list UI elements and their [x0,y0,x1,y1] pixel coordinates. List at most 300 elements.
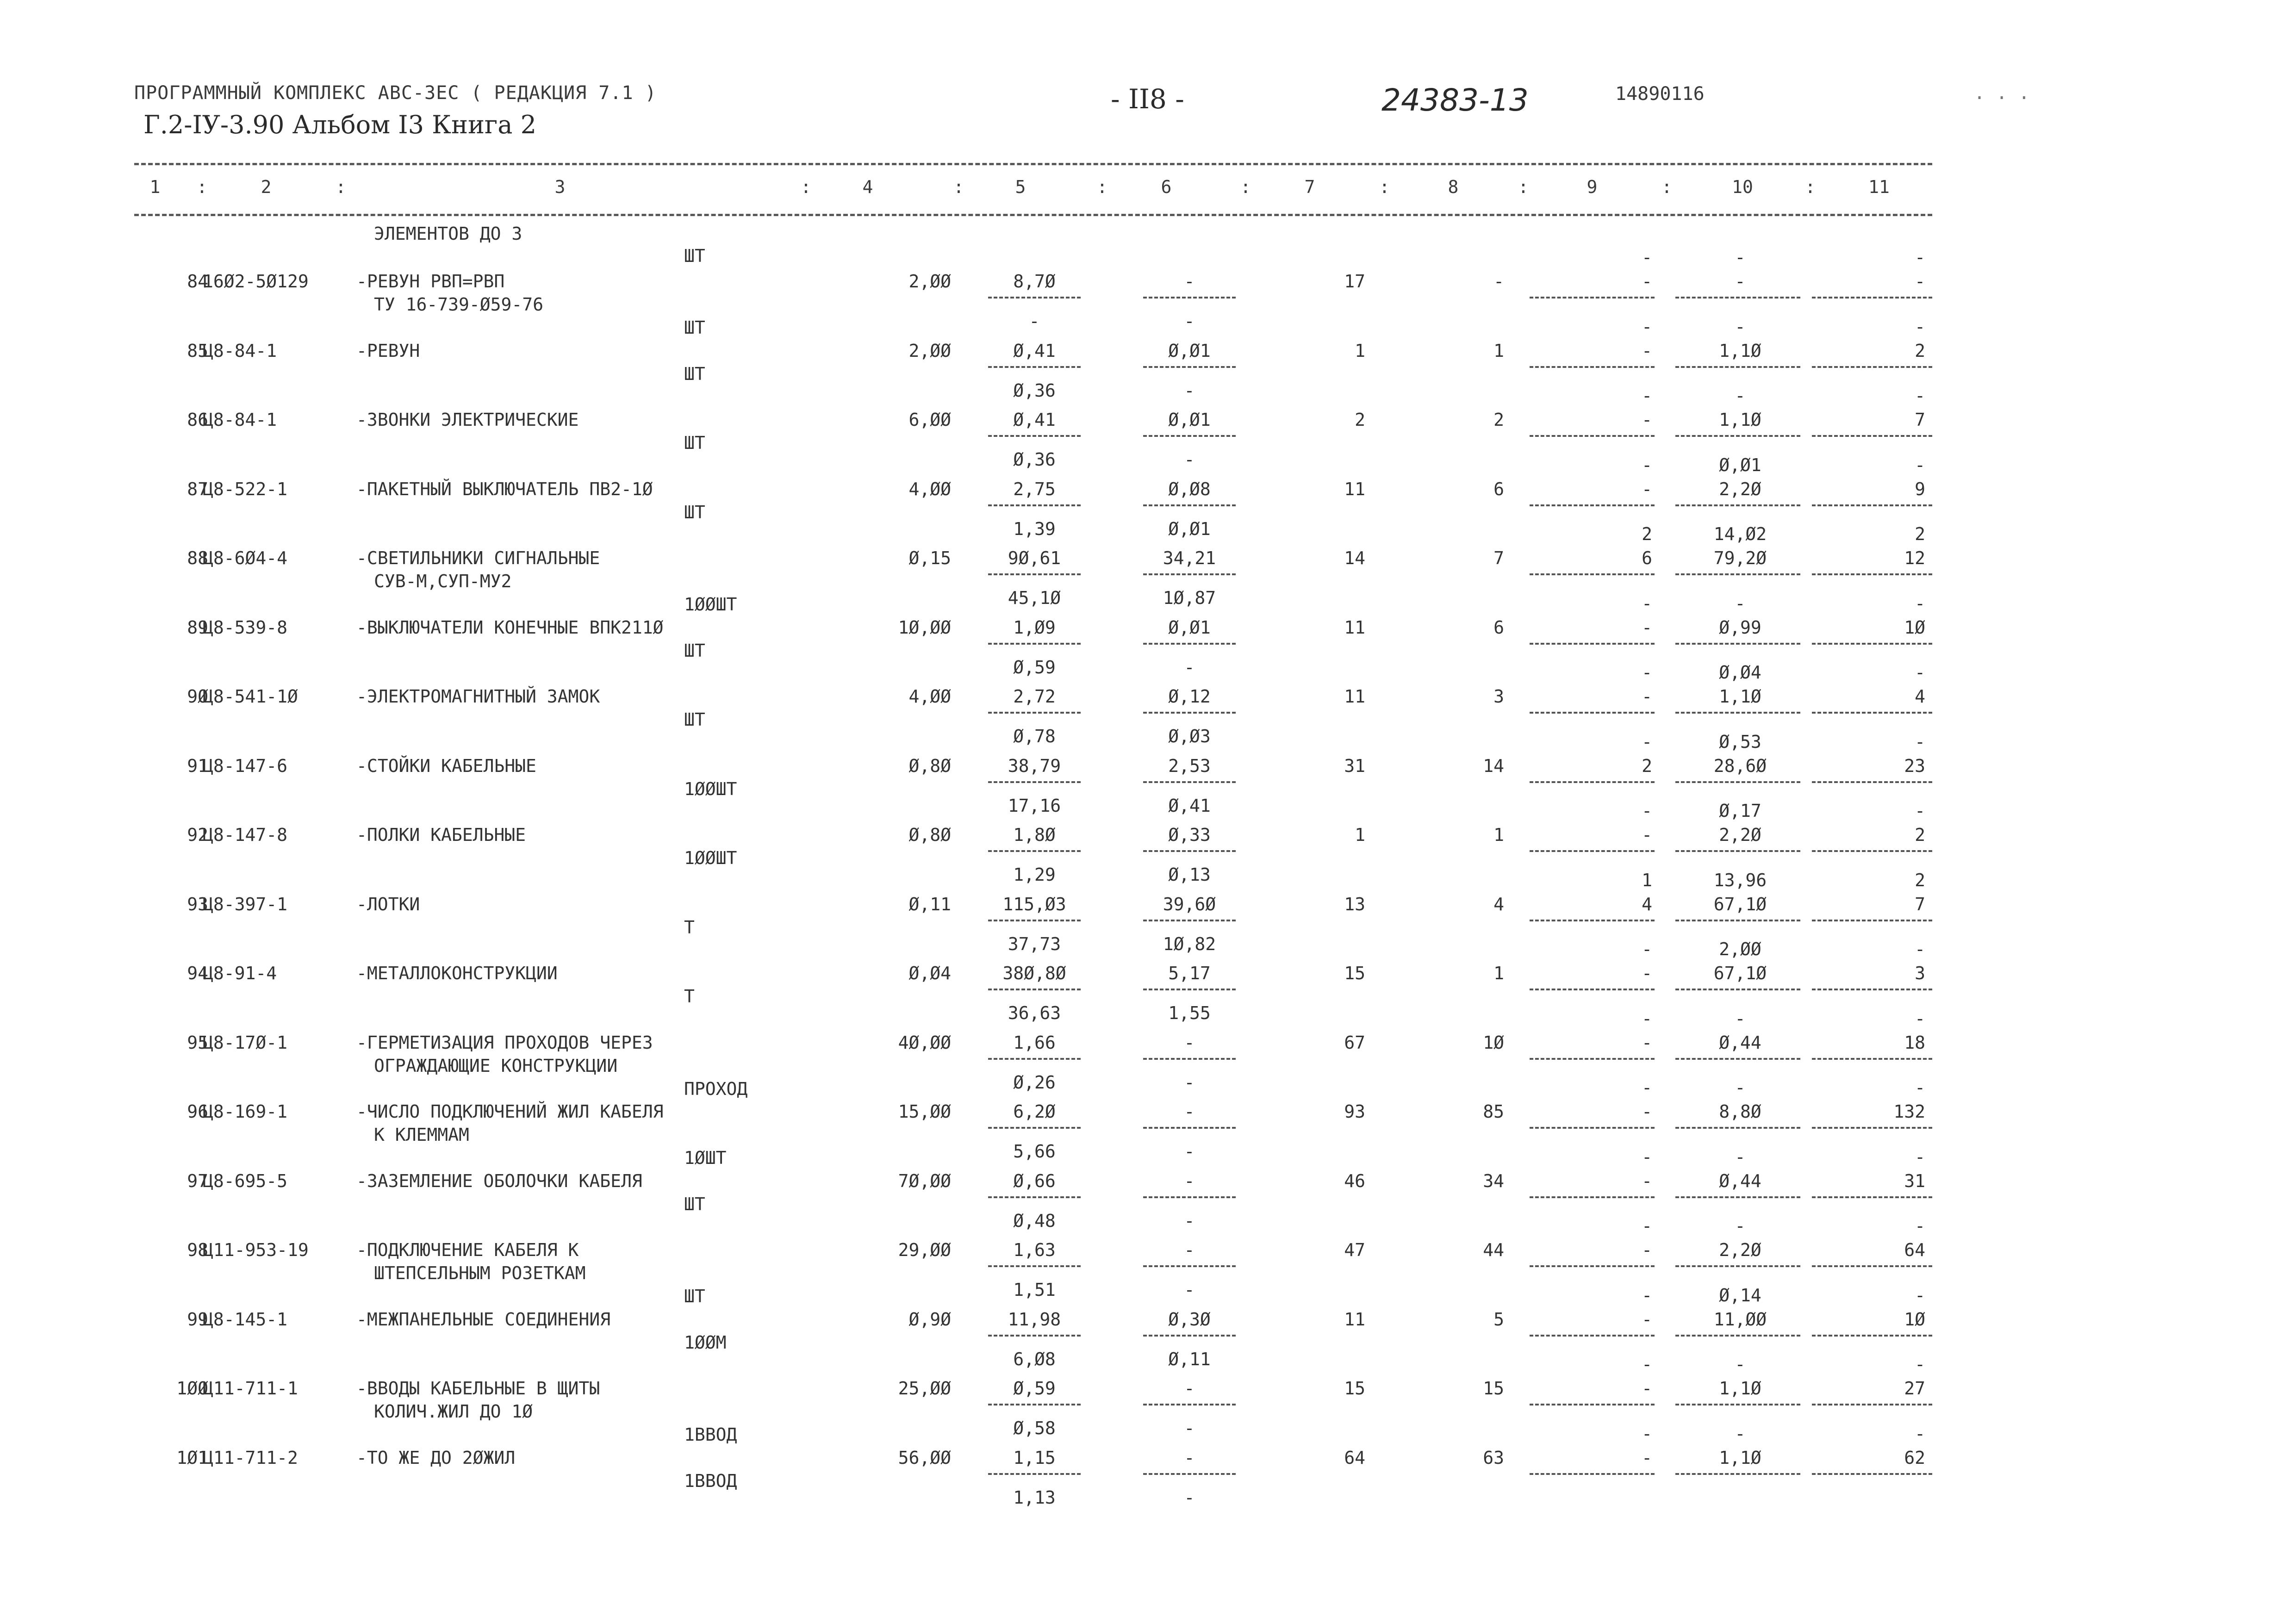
column-header-7: 7 [1304,177,1315,197]
unit-label: Т [684,986,695,1007]
labor-total-prev: - [1915,1424,1925,1444]
machine-total: - [1642,271,1652,292]
cell-underline [1143,1473,1236,1475]
column-header-10: 10 [1732,177,1753,197]
cell-underline [988,435,1081,437]
row-number: 1Ø1 [176,1448,208,1468]
machine-total-prev: - [1642,247,1652,267]
norm-code: Ц8-145-1 [203,1309,288,1330]
norm-code: Ц8-6Ø4-4 [203,548,288,568]
machine-total: - [1642,410,1652,430]
unit-cost-wage: 36,63 [1008,1003,1061,1023]
labor-cost: Ø,99 [1719,617,1761,638]
row-number: 92 [187,825,208,845]
cell-underline [1530,1196,1655,1198]
margin-dots: . . . [1974,82,2030,104]
labor-cost-prev: 2,ØØ [1719,939,1761,959]
item-name: -ВЫКЛЮЧАТЕЛИ КОНЕЧНЫЕ ВПК211Ø [356,617,664,638]
cell-underline [1143,643,1236,645]
total-cost: 1 [1355,341,1365,361]
labor-cost-prev: - [1735,1354,1746,1374]
cell-underline [1143,1404,1236,1405]
labor-total: 1Ø [1904,617,1925,638]
total-cost: 11 [1344,479,1365,499]
cell-underline [988,920,1081,921]
cell-underline [1812,1404,1932,1405]
labor-cost: 1,1Ø [1719,1448,1761,1468]
labor-total: 3 [1915,963,1925,983]
total-cost: 15 [1344,963,1365,983]
column-separator: : [197,177,207,197]
column-separator: : [953,177,964,197]
machine-cost-wage: - [1184,1072,1195,1093]
unit-label: ШТ [684,1194,705,1214]
unit-cost: 115,Ø3 [1002,894,1066,914]
item-name: ТУ 16-739-Ø59-76 [374,294,544,315]
cell-underline [988,1335,1081,1337]
row-number: 85 [187,341,208,361]
machine-total-prev: 1 [1642,870,1652,890]
unit-cost: Ø,41 [1013,341,1056,361]
labor-cost-prev: - [1735,386,1746,406]
page-number: - II8 - [1111,83,1184,115]
cell-underline [1675,781,1800,783]
labor-total-prev: - [1915,247,1925,267]
cell-underline [988,1127,1081,1129]
labor-total-prev: - [1915,939,1925,959]
labor-cost: 1,1Ø [1719,686,1761,707]
total-cost: 17 [1344,271,1365,292]
cell-underline [988,366,1081,368]
cell-underline [1675,1404,1800,1405]
cell-underline [1675,1127,1800,1129]
item-name: -ЭЛЕКТРОМАГНИТНЫЙ ЗАМОК [356,686,600,707]
item-name: -ВВОДЫ КАБЕЛЬНЫЕ В ЩИТЫ [356,1378,600,1399]
cell-underline [988,1473,1081,1475]
quantity: 56,ØØ [898,1448,951,1468]
column-header-1: 1 [149,177,161,197]
item-name: -ЧИСЛО ПОДКЛЮЧЕНИЙ ЖИЛ КАБЕЛЯ [356,1101,664,1122]
row-number: 93 [187,894,208,914]
item-name: -ЗВОНКИ ЭЛЕКТРИЧЕСКИЕ [356,410,579,430]
labor-total-prev: - [1915,732,1925,752]
labor-cost-prev: Ø,53 [1719,732,1761,752]
item-name: ШТЕПСЕЛЬНЫМ РОЗЕТКАМ [374,1263,586,1283]
cell-underline [1675,1335,1800,1337]
labor-total-prev: - [1915,317,1925,337]
cell-underline [1675,1058,1800,1060]
item-name: -ПОДКЛЮЧЕНИЕ КАБЕЛЯ К [356,1240,579,1260]
labor-cost-prev: - [1735,1077,1746,1098]
machine-total-prev: - [1642,1077,1652,1098]
row-number: 94 [187,963,208,983]
cell-underline [988,1058,1081,1060]
column-separator: : [801,177,811,197]
program-header: ПРОГРАММНЫЙ КОМПЛЕКС АВС-3ЕС ( РЕДАКЦИЯ 7.1 ) [134,82,657,104]
cell-underline [1530,850,1655,852]
cell-underline [1530,1404,1655,1405]
labor-total: 27 [1904,1378,1925,1399]
machine-cost: 39,6Ø [1163,894,1216,914]
wage-total: 2 [1493,410,1504,430]
machine-total-prev: - [1642,1424,1652,1444]
item-name: -ГЕРМЕТИЗАЦИЯ ПРОХОДОВ ЧЕРЕЗ [356,1032,653,1053]
unit-cost-wage: 17,16 [1008,796,1061,816]
item-name: -РЕВУН [356,341,420,361]
labor-cost-prev: Ø,14 [1719,1285,1761,1306]
cell-underline [1812,504,1932,506]
cell-underline [1812,712,1932,714]
labor-total-prev: - [1915,593,1925,614]
labor-total-prev: - [1915,662,1925,683]
machine-cost: Ø,33 [1168,825,1211,845]
row-number: 1ØØ [176,1378,208,1399]
machine-total-prev: - [1642,386,1652,406]
row-number: 87 [187,479,208,499]
quantity: Ø,9Ø [908,1309,951,1330]
cell-underline [1143,573,1236,575]
wage-total: 85 [1483,1101,1504,1122]
labor-total: 1Ø [1904,1309,1925,1330]
item-name: -ПОЛКИ КАБЕЛЬНЫЕ [356,825,526,845]
cell-underline [1530,920,1655,921]
labor-total-prev: - [1915,1008,1925,1029]
column-separator: : [1661,177,1672,197]
machine-cost-wage: Ø,11 [1168,1349,1211,1369]
quantity: 6,ØØ [908,410,951,430]
labor-total-prev: - [1915,1354,1925,1374]
machine-cost: Ø,Ø8 [1168,479,1211,499]
column-header-5: 5 [1015,177,1026,197]
cell-underline [1530,1127,1655,1129]
machine-cost: - [1184,1032,1195,1053]
machine-total: - [1642,1032,1652,1053]
norm-code: Ц8-397-1 [203,894,288,914]
machine-cost-wage: - [1184,1280,1195,1300]
machine-cost: - [1184,1378,1195,1399]
labor-total: 9 [1915,479,1925,499]
labor-cost-prev: - [1735,593,1746,614]
column-header-11: 11 [1868,177,1890,197]
wage-total: 5 [1493,1309,1504,1330]
unit-cost: 6,2Ø [1013,1101,1056,1122]
norm-code: Ц8-522-1 [203,479,288,499]
cell-underline [1675,850,1800,852]
cell-underline [1530,1265,1655,1267]
unit-cost-wage: Ø,48 [1013,1211,1056,1231]
unit-label: ШТ [684,1286,705,1306]
cell-underline [988,1404,1081,1405]
cell-underline [1675,643,1800,645]
norm-code: Ц8-169-1 [203,1101,288,1122]
cell-underline [1143,1265,1236,1267]
wage-total: 1 [1493,963,1504,983]
column-separator: : [1240,177,1251,197]
cell-underline [1812,1058,1932,1060]
labor-cost-prev: - [1735,1424,1746,1444]
row-number: 89 [187,617,208,638]
machine-total: - [1642,341,1652,361]
unit-label: 1ВВОД [684,1471,737,1491]
total-cost: 31 [1344,756,1365,776]
total-cost: 13 [1344,894,1365,914]
cell-underline [1530,366,1655,368]
machine-total-prev: - [1642,662,1652,683]
cell-underline [1812,850,1932,852]
wage-total: 34 [1483,1171,1504,1191]
quantity: 7Ø,ØØ [898,1171,951,1191]
column-header-9: 9 [1587,177,1598,197]
cell-underline [1530,297,1655,298]
quantity: 4Ø,ØØ [898,1032,951,1053]
labor-cost: 67,1Ø [1713,963,1767,983]
labor-total-prev: 2 [1915,524,1925,544]
total-cost: 11 [1344,686,1365,707]
cell-underline [1143,1058,1236,1060]
wage-total: 4 [1493,894,1504,914]
unit-cost-wage: 5,66 [1013,1141,1056,1162]
cell-underline [1143,712,1236,714]
labor-total: 7 [1915,410,1925,430]
labor-total: 2 [1915,341,1925,361]
machine-total-prev: - [1642,801,1652,821]
quantity: Ø,8Ø [908,756,951,776]
cell-underline [1675,712,1800,714]
cell-underline [1143,1196,1236,1198]
cell-underline [1675,1265,1800,1267]
norm-code: Ц8-84-1 [203,410,277,430]
cell-underline [1675,435,1800,437]
machine-total-prev: - [1642,1285,1652,1306]
cell-underline [1675,1196,1800,1198]
labor-cost-prev: - [1735,1216,1746,1236]
labor-total-prev: 2 [1915,870,1925,890]
cell-underline [1143,297,1236,298]
machine-cost-wage: Ø,Ø3 [1168,726,1211,746]
total-cost: 47 [1344,1240,1365,1260]
column-header-6: 6 [1161,177,1172,197]
unit-cost-wage: 6,Ø8 [1013,1349,1056,1369]
total-cost: 46 [1344,1171,1365,1191]
wage-total: 1 [1493,825,1504,845]
unit-cost: 1,8Ø [1013,825,1056,845]
labor-total: 31 [1904,1171,1925,1191]
header-rule-bottom [134,214,1932,216]
item-name: -ПАКЕТНЫЙ ВЫКЛЮЧАТЕЛЬ ПВ2-1Ø [356,479,653,499]
column-separator: : [1097,177,1108,197]
unit-label: 1ØØШТ [684,848,737,868]
machine-cost-wage: - [1184,1487,1195,1508]
machine-cost-wage: - [1184,1141,1195,1162]
row-number: 9Ø [187,686,208,707]
row-number: 88 [187,548,208,568]
item-name: -МЕЖПАНЕЛЬНЫЕ СОЕДИНЕНИЯ [356,1309,611,1330]
unit-label: Т [684,917,695,938]
unit-cost-wage: 1,39 [1013,519,1056,539]
cell-underline [1530,1473,1655,1475]
machine-total: - [1642,617,1652,638]
norm-code: Ц8-539-8 [203,617,288,638]
cell-underline [1530,1058,1655,1060]
quantity: 2,ØØ [908,341,951,361]
labor-total-prev: - [1915,1216,1925,1236]
wage-total: 3 [1493,686,1504,707]
unit-label: 1ØØМ [684,1332,727,1353]
item-name: -РЕВУН РВП=РВП [356,271,505,292]
machine-total: - [1642,1309,1652,1330]
norm-code: Ц8-541-1Ø [203,686,298,707]
quantity: 4,ØØ [908,479,951,499]
unit-cost-wage: 37,73 [1008,934,1061,954]
machine-total-prev: - [1642,593,1652,614]
cell-underline [1530,781,1655,783]
machine-cost-wage: Ø,41 [1168,796,1211,816]
cell-underline [1675,989,1800,990]
cell-underline [1812,1473,1932,1475]
unit-cost: 1,63 [1013,1240,1056,1260]
unit-cost-wage: 45,1Ø [1008,588,1061,608]
machine-cost-wage: - [1184,657,1195,678]
unit-cost: Ø,41 [1013,410,1056,430]
machine-cost-wage: - [1184,449,1195,470]
cell-underline [1812,366,1932,368]
machine-total-prev: - [1642,1147,1652,1167]
labor-cost: - [1735,271,1746,292]
labor-total-prev: - [1915,455,1925,475]
labor-total: - [1915,271,1925,292]
wage-total: 15 [1483,1378,1504,1399]
cell-underline [1675,1473,1800,1475]
machine-cost: - [1184,1240,1195,1260]
wage-total: 6 [1493,617,1504,638]
unit-cost-wage: 1,51 [1013,1280,1056,1300]
header-rule-top [134,163,1932,165]
cell-underline [1530,573,1655,575]
labor-total-prev: - [1915,1147,1925,1167]
labor-cost: 2,2Ø [1719,1240,1761,1260]
labor-cost: 1,1Ø [1719,410,1761,430]
cell-underline [1812,1335,1932,1337]
cell-underline [1812,573,1932,575]
unit-label: 1ØØШТ [684,594,737,615]
cell-underline [1143,850,1236,852]
row-number: 84 [187,271,208,292]
cell-underline [1143,920,1236,921]
total-cost: 15 [1344,1378,1365,1399]
row-number: 86 [187,410,208,430]
norm-code: Ц8-17Ø-1 [203,1032,288,1053]
machine-cost-wage: 1Ø,87 [1163,588,1216,608]
cell-underline [1812,435,1932,437]
row-number: 91 [187,756,208,776]
labor-cost: 1,1Ø [1719,341,1761,361]
labor-cost-prev: Ø,17 [1719,801,1761,821]
total-cost: 93 [1344,1101,1365,1122]
machine-cost-wage: Ø,Ø1 [1168,519,1211,539]
row-number: 96 [187,1101,208,1122]
unit-label: ПРОХОД [684,1079,748,1099]
machine-cost-wage: - [1184,1211,1195,1231]
unit-label: ШТ [684,433,705,453]
machine-total-prev: - [1642,939,1652,959]
album-title: Г.2-IУ-3.90 Альбом I3 Книга 2 [143,110,536,139]
column-header-2: 2 [261,177,272,197]
unit-label: 1ØØШТ [684,779,737,799]
machine-cost: 34,21 [1163,548,1216,568]
quantity: 2,ØØ [908,271,951,292]
unit-label: ШТ [684,640,705,661]
machine-total: - [1642,1101,1652,1122]
cell-underline [1143,435,1236,437]
machine-cost: - [1184,1171,1195,1191]
cell-underline [988,1196,1081,1198]
cell-underline [1812,1196,1932,1198]
unit-cost-wage: Ø,36 [1013,380,1056,401]
labor-total: 62 [1904,1448,1925,1468]
wage-total: 7 [1493,548,1504,568]
unit-cost: Ø,59 [1013,1378,1056,1399]
cell-underline [1812,781,1932,783]
total-cost: 64 [1344,1448,1365,1468]
item-name: -СТОЙКИ КАБЕЛЬНЫЕ [356,756,536,776]
unit-cost-wage: Ø,26 [1013,1072,1056,1093]
column-separator: : [1805,177,1816,197]
item-name: ОГРАЖДАЮЩИЕ КОНСТРУКЦИИ [374,1056,618,1076]
unit-label: ШТ [684,502,705,522]
cell-underline [1530,504,1655,506]
quantity: Ø,11 [908,894,951,914]
labor-total: 7 [1915,894,1925,914]
cell-underline [1143,1335,1236,1337]
unit-cost: 1,66 [1013,1032,1056,1053]
unit-cost: 38Ø,8Ø [1002,963,1066,983]
column-header-8: 8 [1448,177,1459,197]
labor-cost-prev: - [1735,1147,1746,1167]
wage-total: 14 [1483,756,1504,776]
cell-underline [1143,1127,1236,1129]
labor-cost-prev: Ø,Ø4 [1719,662,1761,683]
labor-cost: 1,1Ø [1719,1378,1761,1399]
norm-code: Ц11-711-1 [203,1378,298,1399]
cell-underline [1812,643,1932,645]
unit-label: ШТ [684,364,705,384]
quantity: Ø,8Ø [908,825,951,845]
labor-cost: Ø,44 [1719,1032,1761,1053]
quantity: 15,ØØ [898,1101,951,1122]
labor-total: 132 [1893,1101,1925,1122]
labor-total: 18 [1904,1032,1925,1053]
cell-underline [1675,573,1800,575]
unit-cost: 2,72 [1013,686,1056,707]
row-number: 99 [187,1309,208,1330]
quantity: Ø,Ø4 [908,963,951,983]
unit-cost: Ø,66 [1013,1171,1056,1191]
unit-label: ШТ [684,709,705,730]
unit-label: 1ØШТ [684,1148,727,1168]
machine-total: 4 [1642,894,1652,914]
unit-label: 1ВВОД [684,1424,737,1445]
item-name: К КЛЕММАМ [374,1125,469,1145]
labor-cost-prev: 14,Ø2 [1713,524,1767,544]
cell-underline [1530,989,1655,990]
document-number: 14890116 [1615,83,1705,105]
machine-total-prev: 2 [1642,524,1652,544]
labor-total-prev: - [1915,386,1925,406]
item-name: СУВ-М,СУП-МУ2 [374,571,512,591]
item-name: -СВЕТИЛЬНИКИ СИГНАЛЬНЫЕ [356,548,600,568]
labor-total-prev: - [1915,1285,1925,1306]
unit-cost: 2,75 [1013,479,1056,499]
